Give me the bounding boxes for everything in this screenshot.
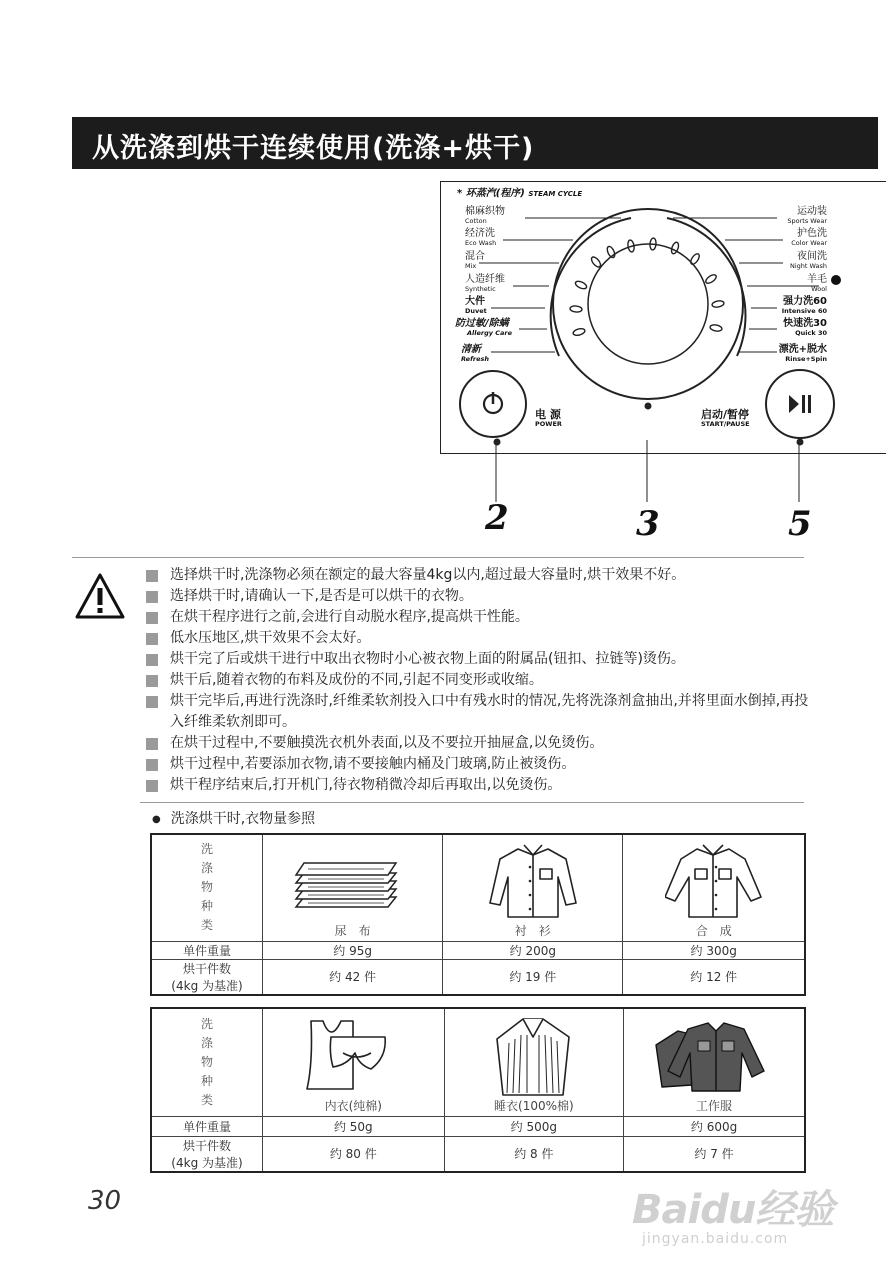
work-jacket-icon: [652, 1015, 772, 1095]
page-number: 30: [88, 1186, 122, 1216]
weight-label: 单件重量: [151, 1116, 263, 1136]
item-name: 衬 衫: [514, 923, 551, 938]
weight-label: 单件重量: [151, 941, 263, 959]
warning-item: 烘干程序结束后,打开机门,待衣物稍微冷却后再取出,以免烫伤。: [146, 775, 816, 796]
warning-item: 烘干完了后或烘干进行中取出衣物时小心被衣物上面的附属品(钮扣、拉链等)烫伤。: [146, 649, 816, 670]
item-name: 合 成: [695, 923, 732, 938]
count-label: 烘干件数 (4kg 为基准): [151, 1136, 263, 1172]
item-cell-synthetic: [623, 834, 805, 941]
folded-towels-icon: [288, 849, 398, 921]
callout-2: 2: [485, 498, 509, 538]
shirt-icon: [488, 841, 578, 921]
item-cell-pajamas: [444, 1008, 623, 1116]
program-intensive-60: 强力洗60 Intensive 60: [781, 296, 827, 315]
program-refresh: 清新 Refresh: [461, 344, 490, 363]
item-name: 睡衣(100%棉): [494, 1098, 574, 1113]
program-duvet: 大件 Duvet: [465, 296, 487, 315]
item-cell-work-jacket: [624, 1008, 805, 1116]
count-label: 烘干件数 (4kg 为基准): [151, 959, 263, 995]
pajamas-icon: [489, 1013, 579, 1097]
item-weight: 约 50g: [263, 1116, 445, 1136]
item-cell-underwear: [263, 1008, 445, 1116]
item-count: 约 7 件: [624, 1136, 805, 1172]
item-weight: 约 300g: [623, 941, 805, 959]
divider-top: [72, 557, 804, 558]
program-quick-30: 快速洗30 Quick 30: [783, 318, 827, 337]
warning-item: 在烘干程序进行之前,会进行自动脱水程序,提高烘干性能。: [146, 607, 816, 628]
warning-triangle-icon: [74, 572, 126, 620]
item-count: 约 80 件: [263, 1136, 445, 1172]
watermark-url: jingyan.baidu.com: [642, 1231, 789, 1247]
type-header: 洗 涤 物 种 类: [151, 1008, 263, 1116]
item-cell-diaper: [263, 834, 443, 941]
item-name: 工作服: [696, 1098, 733, 1113]
warning-item: 烘干完毕后,再进行洗涤时,纤维柔软剂投入口中有残水时的情况,先将洗涤剂盒抽出,并将里面水倒掉,再投入纤维柔软剂即可。: [146, 691, 816, 733]
item-count: 约 8 件: [444, 1136, 623, 1172]
item-name: 尿 布: [334, 923, 371, 938]
warning-item: 烘干后,随着衣物的布料及成份的不同,引起不同变形或收缩。: [146, 670, 816, 691]
watermark-brand: Baidu经验: [632, 1187, 834, 1233]
divider-bottom: [140, 802, 804, 803]
synthetic-shirt-icon: [665, 841, 765, 921]
program-wool: 羊毛 Wool: [807, 274, 827, 293]
page-title-bar: [72, 117, 878, 169]
start-pause-label: 启动/暂停 START/PAUSE: [701, 408, 750, 428]
item-weight: 约 600g: [624, 1116, 805, 1136]
program-color-wear: 护色洗 Color Wear: [791, 228, 827, 247]
item-weight: 约 500g: [444, 1116, 623, 1136]
page-title: 从洗涤到烘干连续使用(洗涤+烘干): [92, 133, 535, 164]
power-label: 电 源 POWER: [535, 408, 562, 428]
reference-title: ● 洗涤烘干时,衣物量参照: [152, 808, 315, 828]
warning-item: 选择烘干时,洗涤物必须在额定的最大容量4kg以内,超过最大容量时,烘干效果不好。: [146, 565, 816, 586]
item-weight: 约 95g: [263, 941, 443, 959]
warning-item: 在烘干过程中,不要触摸洗衣机外表面,以及不要拉开抽屉盒,以免烫伤。: [146, 733, 816, 754]
callout-lines: [0, 440, 886, 520]
warning-list: [146, 565, 816, 796]
item-count: 约 42 件: [263, 959, 443, 995]
laundry-reference-table-2: [150, 1007, 806, 1173]
type-header: 洗 涤 物 种 类: [151, 834, 263, 941]
program-synthetic: 人造纤维 Synthetic: [465, 274, 505, 293]
item-cell-shirt: [443, 834, 623, 941]
callout-5: 5: [788, 504, 812, 544]
wool-mark-icon: [831, 275, 841, 285]
callout-3: 3: [636, 504, 660, 544]
steam-cycle-label: * 环蒸汽(程序) STEAM CYCLE: [457, 188, 583, 199]
program-cotton: 棉麻织物 Cotton: [465, 206, 505, 225]
warning-item: 低水压地区,烘干效果不会太好。: [146, 628, 816, 649]
watermark: [632, 1178, 833, 1247]
control-panel-diagram: [440, 181, 886, 454]
program-night-wash: 夜间洗 Night Wash: [789, 251, 827, 270]
program-sports-wear: 运动装 Sports Wear: [787, 206, 827, 225]
laundry-reference-table-1: [150, 833, 806, 996]
underwear-icon: [301, 1013, 391, 1097]
program-mix: 混合 Mix: [465, 251, 485, 270]
program-rinse-spin: 漂洗+脱水 Rinse+Spin: [778, 344, 827, 363]
program-eco-wash: 经济洗 Eco Wash: [465, 228, 497, 247]
warning-item: 烘干过程中,若要添加衣物,请不要接触内桶及门玻璃,防止被烫伤。: [146, 754, 816, 775]
warning-item: 选择烘干时,请确认一下,是否是可以烘干的衣物。: [146, 586, 816, 607]
item-weight: 约 200g: [443, 941, 623, 959]
program-allergy-care: 防过敏/除螨 Allergy Care: [455, 318, 513, 337]
item-name: 内衣(纯棉): [324, 1098, 382, 1113]
item-count: 约 19 件: [443, 959, 623, 995]
item-count: 约 12 件: [623, 959, 805, 995]
